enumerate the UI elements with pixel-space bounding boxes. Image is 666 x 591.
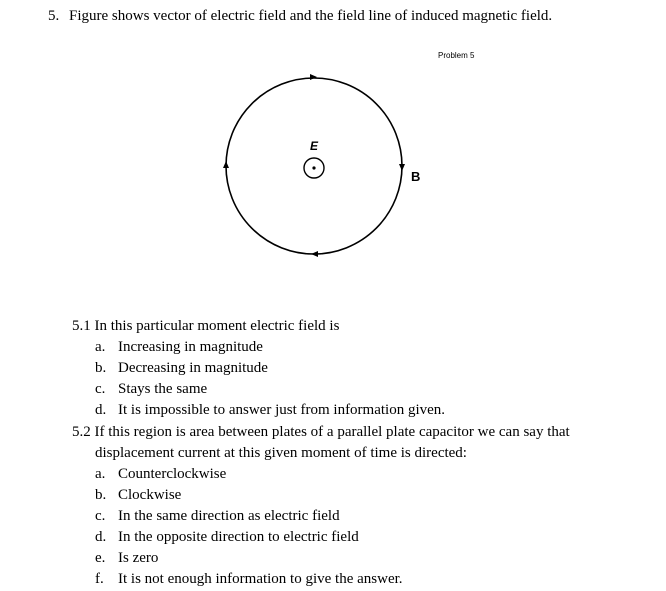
q2-option-text: Counterclockwise [118, 466, 227, 482]
magnetic-field-line [226, 78, 402, 254]
q1-option-text: It is impossible to answer just from information given. [118, 402, 446, 418]
figure-caption: Problem 5 [438, 51, 475, 60]
problem-statement: Figure shows vector of electric field and the field line of induced magnetic field. [69, 8, 553, 24]
arrowhead-left [223, 161, 229, 168]
q2-option-text: It is not enough information to give the answer. [118, 571, 403, 587]
q2-option-letter: a. [95, 466, 106, 482]
q2-stem-line1: 5.2 If this region is area between plates of a parallel plate capacitor we can say that [72, 424, 570, 440]
q2-option-text: In the opposite direction to electric field [118, 529, 359, 545]
q2-option-letter: c. [95, 508, 106, 524]
q1-option-letter: a. [95, 339, 106, 355]
q1-option-letter: c. [95, 381, 106, 397]
q2-option-text: Clockwise [118, 487, 182, 503]
q2-option-letter: f. [95, 571, 104, 587]
q1-stem: 5.1 In this particular moment electric field is [72, 318, 340, 334]
q2-option-letter: e. [95, 550, 106, 566]
q1-option-text: Stays the same [118, 381, 208, 397]
q1-option-text: Decreasing in magnitude [118, 360, 268, 376]
dot-in-circle-icon [304, 158, 324, 178]
q1-option-letter: d. [95, 402, 107, 418]
problem-number: 5. [48, 8, 60, 24]
q1-option-letter: b. [95, 360, 107, 376]
q1-option-text: Increasing in magnitude [118, 339, 263, 355]
b-field-label: B [411, 169, 421, 184]
e-field-label: E [310, 139, 319, 153]
arrowhead-top [310, 74, 317, 80]
arrowhead-bottom [311, 251, 318, 257]
q2-option-text: In the same direction as electric field [118, 508, 340, 524]
q2-option-letter: b. [95, 487, 107, 503]
q2-option-text: Is zero [118, 550, 159, 566]
q2-stem-line2: displacement current at this given moment of time is directed: [95, 445, 467, 461]
arrowhead-right [399, 164, 405, 171]
q2-option-letter: d. [95, 529, 107, 545]
